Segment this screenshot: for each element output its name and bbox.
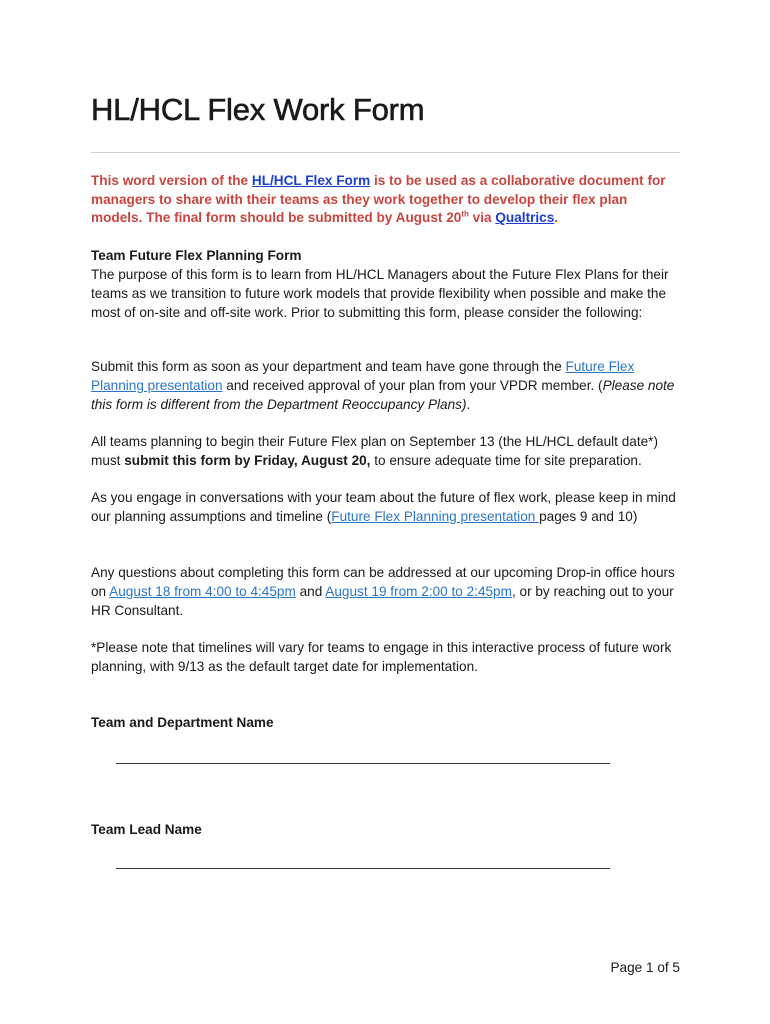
team-lead-label: Team Lead Name [91, 822, 202, 837]
team-lead-input-line[interactable] [116, 868, 610, 869]
flex-form-link[interactable]: HL/HCL Flex Form [251, 173, 371, 188]
questions-paragraph: Any questions about completing this form can be addressed at our upcoming Drop-in office hours on August 18 from 4:00 to 4:45pm and August 19 from 2:00 to 2:45pm, or by reaching out to your HR Consultant. [91, 565, 675, 618]
submit-paragraph: Submit this form as soon as your department and team have gone through the Future Flex Planning presentation and received approval of your plan from your VPDR member. (Please note this form is different from the Department Reoccupancy Plans). [91, 359, 675, 412]
engage-paragraph: As you engage in conversations with your team about the future of flex work, please keep in mind our planning assumptions and timeline (Future Flex Planning presentation pages 9 and 10) [91, 490, 676, 524]
planning-section [91, 246, 683, 322]
office-hours-aug19-link[interactable]: August 19 from 2:00 to 2:45pm [325, 584, 512, 599]
planning-heading: Team Future Flex Planning Form [91, 248, 302, 263]
page-title: HL/HCL Flex Work Form [91, 92, 425, 127]
page-number: Page 1 of 5 [610, 960, 680, 975]
future-flex-presentation-link-2[interactable]: Future Flex Planning presentation [331, 509, 540, 524]
planning-body: The purpose of this form is to learn from HL/HCL Managers about the Future Flex Plans for their teams as we transition to future work models that provide flexibility when possible and make the most of on-site and off-site work. Prior to submitting this form, please consider the following: [91, 267, 669, 320]
team-lead-field [91, 820, 683, 839]
team-dept-label: Team and Department Name [91, 715, 274, 730]
team-dept-input-line[interactable] [116, 763, 610, 764]
office-hours-aug18-link[interactable]: August 18 from 4:00 to 4:45pm [109, 584, 296, 599]
team-dept-field [91, 713, 683, 732]
intro-notice: This word version of the HL/HCL Flex Form is to be used as a collaborative document for managers to share with their teams as they work together to develop their flex plan models. The final form should be submitted by August 20th via Qualtrics. [91, 173, 666, 226]
teams-paragraph: All teams planning to begin their Future Flex plan on September 13 (the HL/HCL default date*) must submit this form by Friday, August 20, to ensure adequate time for site preparation. [91, 434, 658, 468]
note-paragraph: *Please note that timelines will vary for teams to engage in this interactive process of future work planning, with 9/13 as the default target date for implementation. [91, 640, 672, 674]
qualtrics-link[interactable]: Qualtrics [495, 210, 555, 226]
future-flex-presentation-link[interactable]: Future Flex Planning presentation [91, 359, 635, 393]
title-divider [91, 152, 680, 153]
